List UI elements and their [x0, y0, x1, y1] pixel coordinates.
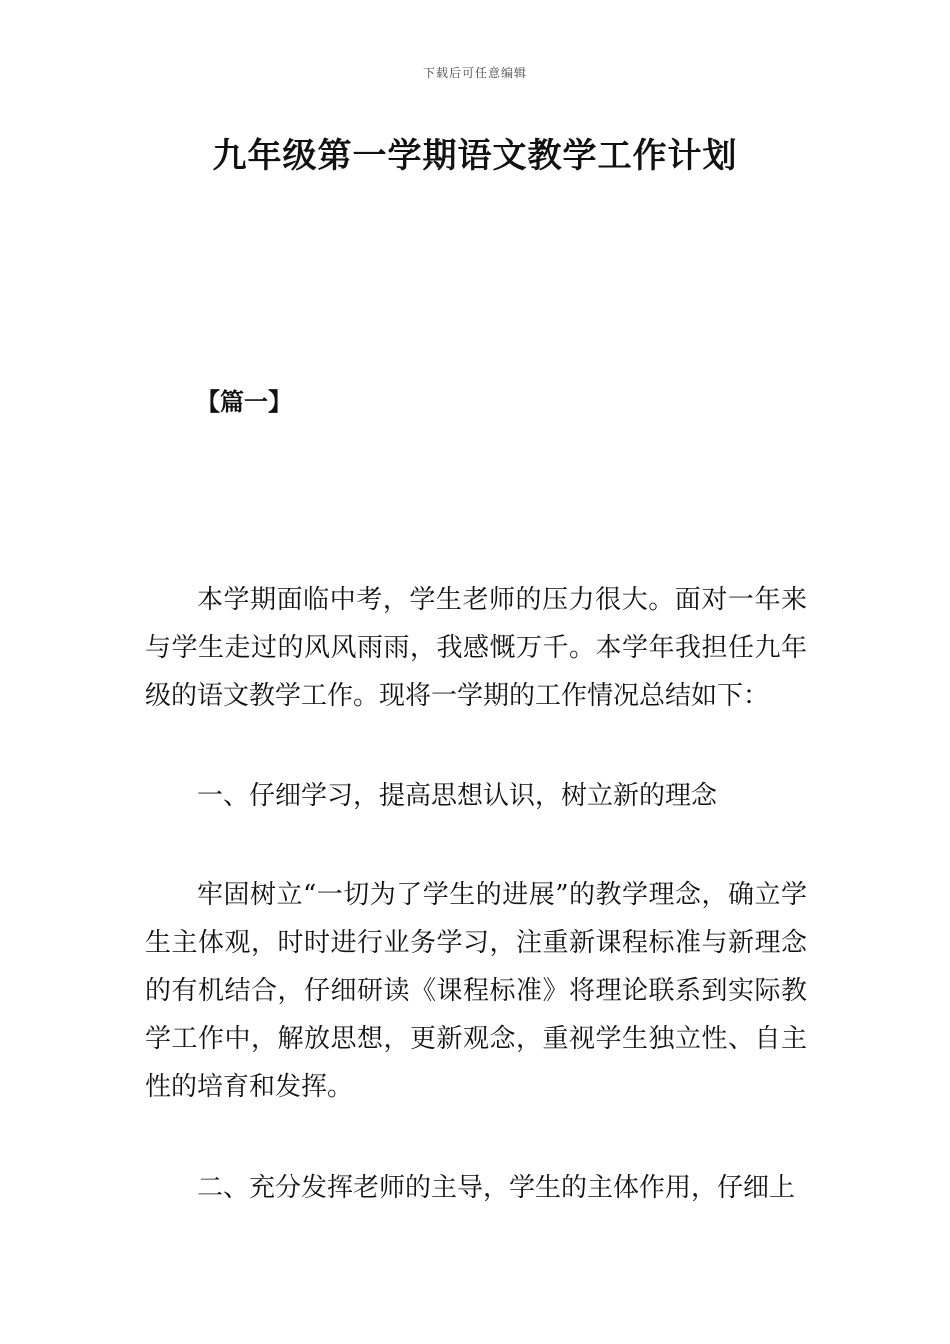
heading-one: 一、仔细学习，提高思想认识，树立新的理念 [197, 781, 718, 811]
intro-paragraph: 本学期面临中考，学生老师的压力很大。面对一年来与学生走过的风风雨雨，我感慨万千。本学年我担任九年级的语文教学工作。现将一学期的工作情况总结如下： [145, 585, 807, 711]
header-note: 下载后可任意编辑 [422, 66, 527, 80]
section-label: 【篇一】 [196, 387, 292, 416]
paragraph-one: 牢固树立“一切为了学生的进展”的教学理念，确立学生主体观，时时进行业务学习，注重新课程标准与新理念的有机结合，仔细研读《课程标准》将理论联系到实际教学工作中，解放思想，更新观念，重视学生独立性、自主性的培育和发挥。 [145, 880, 807, 1102]
heading-two: 二、充分发挥老师的主导，学生的主体作用，仔细上 [197, 1173, 796, 1203]
document-title: 九年级第一学期语文教学工作计划 [212, 136, 738, 176]
